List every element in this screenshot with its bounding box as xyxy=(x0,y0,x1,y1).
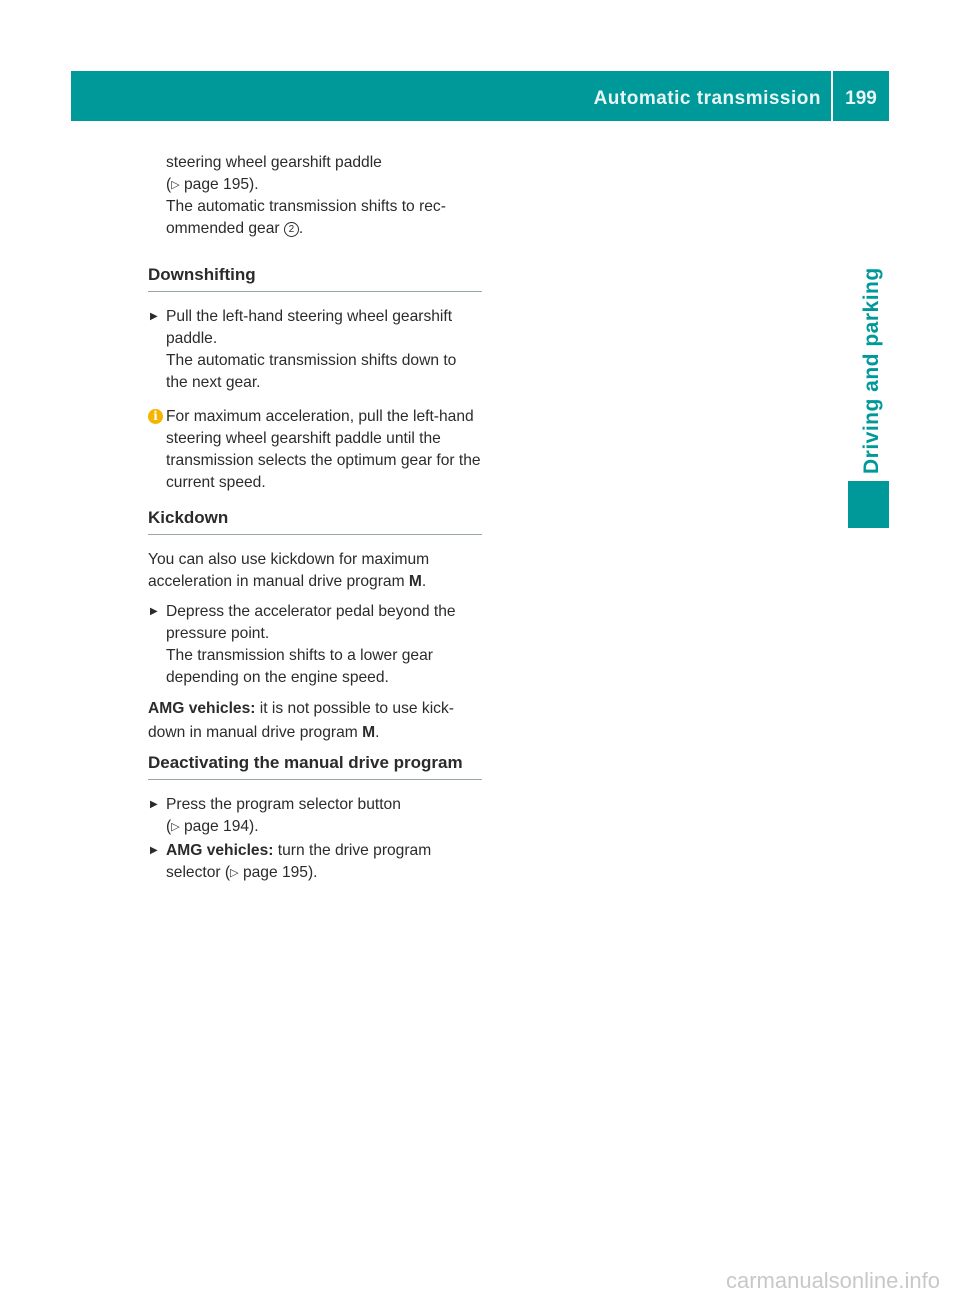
page-header xyxy=(71,71,889,121)
intro-text: . xyxy=(298,220,304,237)
action-arrow-icon: ▶ xyxy=(150,799,158,810)
program-m-label: M xyxy=(408,573,422,590)
gear-callout-icon: 2 xyxy=(284,222,299,237)
watermark: carmanualsonline.info xyxy=(725,1268,940,1293)
instruction-result: The transmission shifts to a lower gear depending on the engine speed. xyxy=(166,647,433,686)
body-text: turn the drive program selector ( xyxy=(166,842,432,881)
body-text: You can also use kickdown for maximum acceleration in manual drive program xyxy=(148,551,430,590)
instruction-result: The automatic transmission shifts down to the next gear. xyxy=(166,352,457,391)
section-title: Automatic transmission xyxy=(593,88,821,109)
downshifting-section xyxy=(148,264,482,494)
ref-paren: ( xyxy=(166,818,172,835)
page-number: 199 xyxy=(845,88,877,109)
instruction-text xyxy=(166,840,482,884)
intro-page-ref[interactable] xyxy=(166,174,482,196)
ref-text: page 195). xyxy=(238,864,318,881)
amg-label: AMG vehicles: xyxy=(166,842,274,859)
info-text: For maximum acceleration, pull the left-hand steering wheel gearshift paddle until the transmission selects the optimum gear for the current speed. xyxy=(166,408,481,491)
page-ref-arrow-icon: ▷ xyxy=(171,179,180,191)
instruction-item xyxy=(148,601,482,689)
instruction-text: Press the program selector button xyxy=(166,796,401,813)
kickdown-intro xyxy=(148,549,482,593)
page-ref[interactable] xyxy=(166,816,482,838)
instruction-text: Depress the accelerator pedal beyond the pressure point. xyxy=(166,603,456,642)
instruction-item xyxy=(148,840,482,884)
instruction-item xyxy=(148,794,482,838)
action-arrow-icon: ▶ xyxy=(150,311,158,322)
intro-line: steering wheel gearshift paddle xyxy=(166,154,382,171)
body-text: . xyxy=(421,573,427,590)
section-heading: Downshifting xyxy=(148,264,482,292)
chapter-tab-marker xyxy=(848,481,889,528)
ref-text: page 195). xyxy=(179,176,259,193)
intro-line xyxy=(166,218,482,240)
page-ref-arrow-icon: ▷ xyxy=(230,867,239,879)
instruction-text: Pull the left-hand steering wheel gearshift paddle. xyxy=(166,308,453,347)
kickdown-section xyxy=(148,507,482,745)
intro-text: ommended gear xyxy=(166,220,284,237)
body-text: it is not possible to use kick-down in manual drive program xyxy=(148,700,454,741)
body-text: . xyxy=(375,724,380,741)
amg-label: AMG vehicles: xyxy=(148,700,256,717)
page-ref-arrow-icon: ▷ xyxy=(171,821,180,833)
action-arrow-icon: ▶ xyxy=(150,606,158,617)
deactivating-section xyxy=(148,752,482,884)
ref-text: page 194). xyxy=(179,818,259,835)
action-arrow-icon: ▶ xyxy=(150,845,158,856)
info-icon: i xyxy=(148,409,163,424)
ref-paren: ( xyxy=(166,176,172,193)
section-heading: Deactivating the manual drive program xyxy=(148,752,482,780)
section-heading: Kickdown xyxy=(148,507,482,535)
intro-block xyxy=(148,152,482,240)
amg-note xyxy=(148,697,482,745)
program-m-label: M xyxy=(362,724,376,741)
info-note xyxy=(148,406,482,494)
instruction-item xyxy=(148,306,482,394)
intro-line: The automatic transmission shifts to rec- xyxy=(166,198,446,215)
chapter-tab-label: Driving and parking xyxy=(860,267,883,474)
